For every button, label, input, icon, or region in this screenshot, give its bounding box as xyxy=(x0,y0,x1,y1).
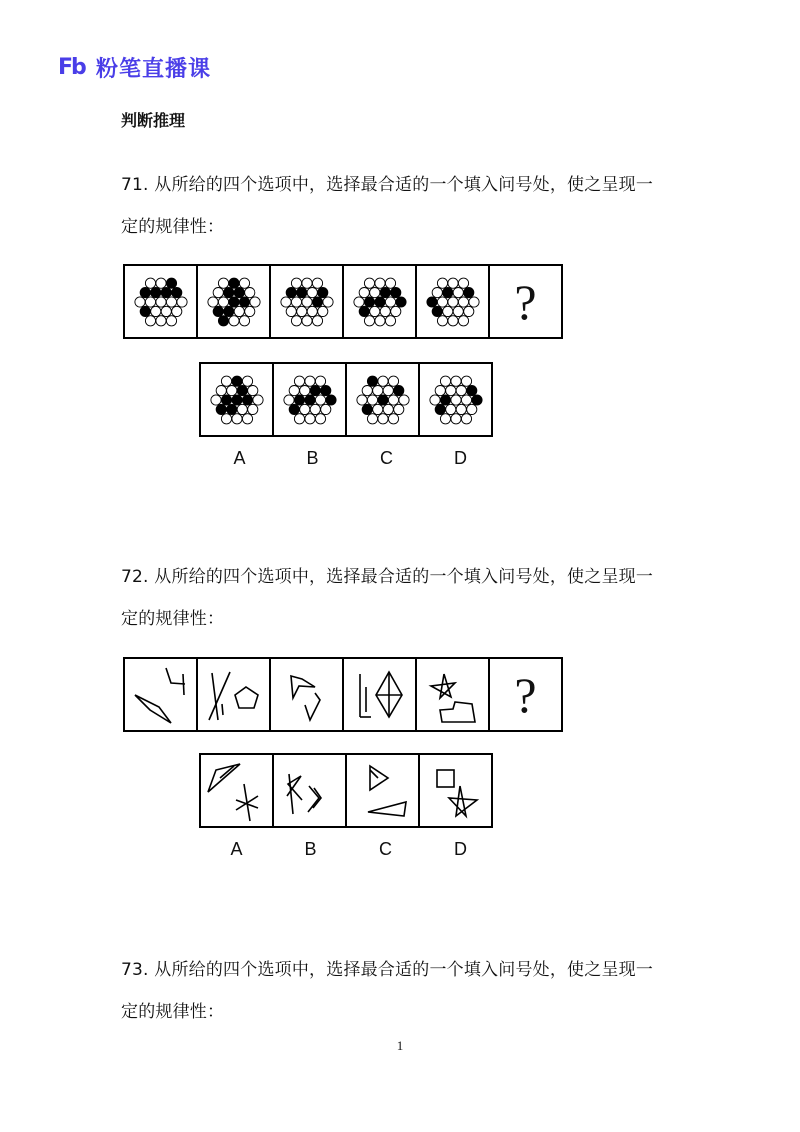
line-shape xyxy=(166,668,185,684)
empty-dot xyxy=(437,315,447,325)
empty-dot xyxy=(380,306,390,316)
filled-dot xyxy=(213,306,223,316)
q71-figure-5 xyxy=(415,264,490,339)
q72-figure-row xyxy=(123,657,563,732)
empty-dot xyxy=(210,394,220,404)
empty-dot xyxy=(155,296,165,306)
empty-dot xyxy=(134,296,144,306)
empty-dot xyxy=(458,315,468,325)
empty-dot xyxy=(166,315,176,325)
empty-dot xyxy=(440,376,450,386)
empty-dot xyxy=(364,315,374,325)
empty-dot xyxy=(466,404,476,414)
q72-figure-4 xyxy=(342,657,417,732)
empty-dot xyxy=(458,278,468,288)
q72-options-row xyxy=(199,753,493,828)
empty-dot xyxy=(291,278,301,288)
empty-dot xyxy=(429,394,439,404)
empty-dot xyxy=(244,306,254,316)
empty-dot xyxy=(213,287,223,297)
pentagon-shape xyxy=(291,676,315,698)
empty-dot xyxy=(242,376,252,386)
filled-dot xyxy=(216,404,226,414)
empty-dot xyxy=(390,306,400,316)
line-shape xyxy=(183,674,184,695)
line-shape xyxy=(222,704,223,715)
empty-dot xyxy=(442,306,452,316)
q71-figure-row xyxy=(123,264,563,339)
empty-dot xyxy=(239,315,249,325)
filled-dot xyxy=(223,287,233,297)
filled-dot xyxy=(426,296,436,306)
empty-dot xyxy=(247,385,257,395)
filled-dot xyxy=(286,287,296,297)
empty-dot xyxy=(289,385,299,395)
q71-option-c[interactable] xyxy=(345,362,420,437)
filled-dot xyxy=(310,385,320,395)
filled-dot xyxy=(161,287,171,297)
question-mark: ? xyxy=(514,273,537,330)
empty-dot xyxy=(234,306,244,316)
section-title: 判断推理 xyxy=(121,111,186,130)
empty-dot xyxy=(374,278,384,288)
empty-dot xyxy=(304,376,314,386)
q72-figure-5 xyxy=(415,657,490,732)
empty-dot xyxy=(315,394,325,404)
empty-dot xyxy=(440,413,450,423)
empty-dot xyxy=(317,306,327,316)
empty-dot xyxy=(388,394,398,404)
q71-label-d: D xyxy=(454,448,467,468)
filled-dot xyxy=(466,385,476,395)
q71-label-c: C xyxy=(380,448,393,468)
empty-dot xyxy=(315,413,325,423)
empty-dot xyxy=(171,306,181,316)
empty-dot xyxy=(226,385,236,395)
filled-dot xyxy=(228,296,238,306)
empty-dot xyxy=(145,315,155,325)
q71-figure-4 xyxy=(342,264,417,339)
triangle-shape xyxy=(370,766,388,790)
empty-dot xyxy=(445,404,455,414)
empty-dot xyxy=(296,306,306,316)
empty-dot xyxy=(435,385,445,395)
empty-dot xyxy=(291,315,301,325)
empty-dot xyxy=(280,296,290,306)
q72-option-d[interactable] xyxy=(418,753,493,828)
q72-label-d: D xyxy=(454,839,467,859)
filled-dot xyxy=(223,306,233,316)
empty-dot xyxy=(231,413,241,423)
empty-dot xyxy=(242,413,252,423)
filled-dot xyxy=(463,287,473,297)
q72-line1: 72. 从所给的四个选项中，选择最合适的一个填入问号处，使之呈现一 xyxy=(121,567,654,587)
empty-dot xyxy=(456,404,466,414)
empty-dot xyxy=(367,394,377,404)
empty-dot xyxy=(283,394,293,404)
filled-dot xyxy=(239,296,249,306)
empty-dot xyxy=(322,296,332,306)
empty-dot xyxy=(461,413,471,423)
empty-dot xyxy=(218,278,228,288)
empty-dot xyxy=(374,315,384,325)
empty-dot xyxy=(372,404,382,414)
empty-dot xyxy=(155,278,165,288)
empty-dot xyxy=(294,376,304,386)
empty-dot xyxy=(388,376,398,386)
empty-dot xyxy=(299,404,309,414)
logo-mark: Fb xyxy=(58,54,85,80)
empty-dot xyxy=(356,394,366,404)
q73-line2: 定的规律性： xyxy=(121,1002,225,1022)
filled-dot xyxy=(231,394,241,404)
empty-dot xyxy=(445,385,455,395)
empty-dot xyxy=(385,278,395,288)
empty-dot xyxy=(450,376,460,386)
empty-dot xyxy=(437,296,447,306)
triangle-shape xyxy=(368,802,406,816)
empty-dot xyxy=(247,404,257,414)
empty-dot xyxy=(221,413,231,423)
empty-dot xyxy=(304,413,314,423)
empty-dot xyxy=(432,287,442,297)
empty-dot xyxy=(244,287,254,297)
filled-dot xyxy=(304,394,314,404)
empty-dot xyxy=(312,315,322,325)
empty-dot xyxy=(450,394,460,404)
filled-dot xyxy=(218,315,228,325)
logo-text: 粉笔直播课 xyxy=(96,56,212,82)
empty-dot xyxy=(252,394,262,404)
q71-question-cell xyxy=(488,264,563,339)
empty-dot xyxy=(463,306,473,316)
q71-label-b: B xyxy=(306,448,319,468)
empty-dot xyxy=(155,315,165,325)
filled-dot xyxy=(435,404,445,414)
q72-label-c: C xyxy=(379,839,392,859)
quadrilateral-shape xyxy=(135,695,171,723)
q72-label-a: A xyxy=(230,839,243,859)
empty-dot xyxy=(307,306,317,316)
q71-line1: 71. 从所给的四个选项中，选择最合适的一个填入问号处，使之呈现一 xyxy=(121,175,654,195)
empty-dot xyxy=(447,296,457,306)
filled-dot xyxy=(140,287,150,297)
empty-dot xyxy=(145,296,155,306)
filled-dot xyxy=(228,278,238,288)
empty-dot xyxy=(312,278,322,288)
filled-dot xyxy=(393,385,403,395)
q71-options-row xyxy=(199,362,493,437)
brand-logo xyxy=(58,54,211,80)
empty-dot xyxy=(161,306,171,316)
q72-option-c[interactable] xyxy=(345,753,420,828)
empty-dot xyxy=(369,287,379,297)
empty-dot xyxy=(239,278,249,288)
empty-dot xyxy=(216,385,226,395)
q71-figure-3 xyxy=(269,264,344,339)
empty-dot xyxy=(299,385,309,395)
empty-dot xyxy=(367,413,377,423)
filled-dot xyxy=(294,394,304,404)
empty-dot xyxy=(359,287,369,297)
empty-dot xyxy=(320,404,330,414)
filled-dot xyxy=(221,394,231,404)
empty-dot xyxy=(301,278,311,288)
empty-dot xyxy=(221,376,231,386)
filled-dot xyxy=(317,287,327,297)
empty-dot xyxy=(207,296,217,306)
filled-dot xyxy=(377,394,387,404)
filled-dot xyxy=(150,287,160,297)
square-shape xyxy=(437,770,454,787)
filled-dot xyxy=(296,287,306,297)
filled-dot xyxy=(380,287,390,297)
q72-figure-1 xyxy=(123,657,198,732)
q72-figure-2 xyxy=(196,657,271,732)
empty-dot xyxy=(377,376,387,386)
pentagon-shape xyxy=(235,687,258,708)
filled-dot xyxy=(367,376,377,386)
empty-dot xyxy=(450,413,460,423)
filled-dot xyxy=(171,287,181,297)
zigzag-shape xyxy=(305,693,320,720)
empty-dot xyxy=(237,404,247,414)
filled-dot xyxy=(440,394,450,404)
empty-dot xyxy=(461,394,471,404)
filled-dot xyxy=(362,404,372,414)
empty-dot xyxy=(218,296,228,306)
empty-dot xyxy=(372,385,382,395)
empty-dot xyxy=(388,413,398,423)
empty-dot xyxy=(291,296,301,306)
empty-dot xyxy=(294,413,304,423)
empty-dot xyxy=(307,287,317,297)
empty-dot xyxy=(286,306,296,316)
filled-dot xyxy=(374,296,384,306)
filled-dot xyxy=(390,287,400,297)
empty-dot xyxy=(315,376,325,386)
empty-dot xyxy=(353,296,363,306)
empty-dot xyxy=(453,287,463,297)
star-shape xyxy=(431,674,455,698)
filled-dot xyxy=(312,296,322,306)
filled-dot xyxy=(166,278,176,288)
empty-dot xyxy=(166,296,176,306)
q72-figure-3 xyxy=(269,657,344,732)
empty-dot xyxy=(377,413,387,423)
empty-dot xyxy=(383,404,393,414)
empty-dot xyxy=(468,296,478,306)
filled-dot xyxy=(395,296,405,306)
empty-dot xyxy=(301,296,311,306)
q72-option-b[interactable] xyxy=(272,753,347,828)
empty-dot xyxy=(458,296,468,306)
q71-figure-2 xyxy=(196,264,271,339)
empty-dot xyxy=(145,278,155,288)
triangle-shape xyxy=(208,764,240,792)
star-shape xyxy=(449,786,477,816)
empty-dot xyxy=(447,315,457,325)
q71-line2: 定的规律性： xyxy=(121,217,225,237)
filled-dot xyxy=(364,296,374,306)
page-number: 1 xyxy=(396,1038,404,1053)
q71-option-b[interactable] xyxy=(272,362,347,437)
filled-dot xyxy=(359,306,369,316)
filled-dot xyxy=(320,385,330,395)
empty-dot xyxy=(369,306,379,316)
q71-option-d[interactable] xyxy=(418,362,493,437)
q73-line1: 73. 从所给的四个选项中，选择最合适的一个填入问号处，使之呈现一 xyxy=(121,960,654,980)
empty-dot xyxy=(385,315,395,325)
q72-label-b: B xyxy=(304,839,317,859)
filled-dot xyxy=(471,394,481,404)
q71-figure-1 xyxy=(123,264,198,339)
filled-dot xyxy=(231,376,241,386)
empty-dot xyxy=(398,394,408,404)
q71-label-a: A xyxy=(233,448,246,468)
q72-option-a[interactable] xyxy=(199,753,274,828)
empty-dot xyxy=(301,315,311,325)
empty-dot xyxy=(393,404,403,414)
empty-dot xyxy=(150,306,160,316)
filled-dot xyxy=(325,394,335,404)
filled-dot xyxy=(140,306,150,316)
filled-dot xyxy=(242,394,252,404)
empty-dot xyxy=(249,296,259,306)
empty-dot xyxy=(456,385,466,395)
filled-dot xyxy=(442,287,452,297)
empty-dot xyxy=(461,376,471,386)
q72-question-cell xyxy=(488,657,563,732)
empty-dot xyxy=(453,306,463,316)
filled-dot xyxy=(234,287,244,297)
filled-dot xyxy=(289,404,299,414)
filled-dot xyxy=(432,306,442,316)
empty-dot xyxy=(383,385,393,395)
line-shape xyxy=(289,774,293,814)
q71-option-a[interactable] xyxy=(199,362,274,437)
filled-dot xyxy=(226,404,236,414)
irregular-shape xyxy=(440,702,475,722)
empty-dot xyxy=(310,404,320,414)
empty-dot xyxy=(447,278,457,288)
empty-dot xyxy=(385,296,395,306)
empty-dot xyxy=(437,278,447,288)
filled-dot xyxy=(237,385,247,395)
q72-line2: 定的规律性： xyxy=(121,609,225,629)
empty-dot xyxy=(364,278,374,288)
question-mark: ? xyxy=(514,666,537,723)
empty-dot xyxy=(176,296,186,306)
empty-dot xyxy=(362,385,372,395)
empty-dot xyxy=(228,315,238,325)
